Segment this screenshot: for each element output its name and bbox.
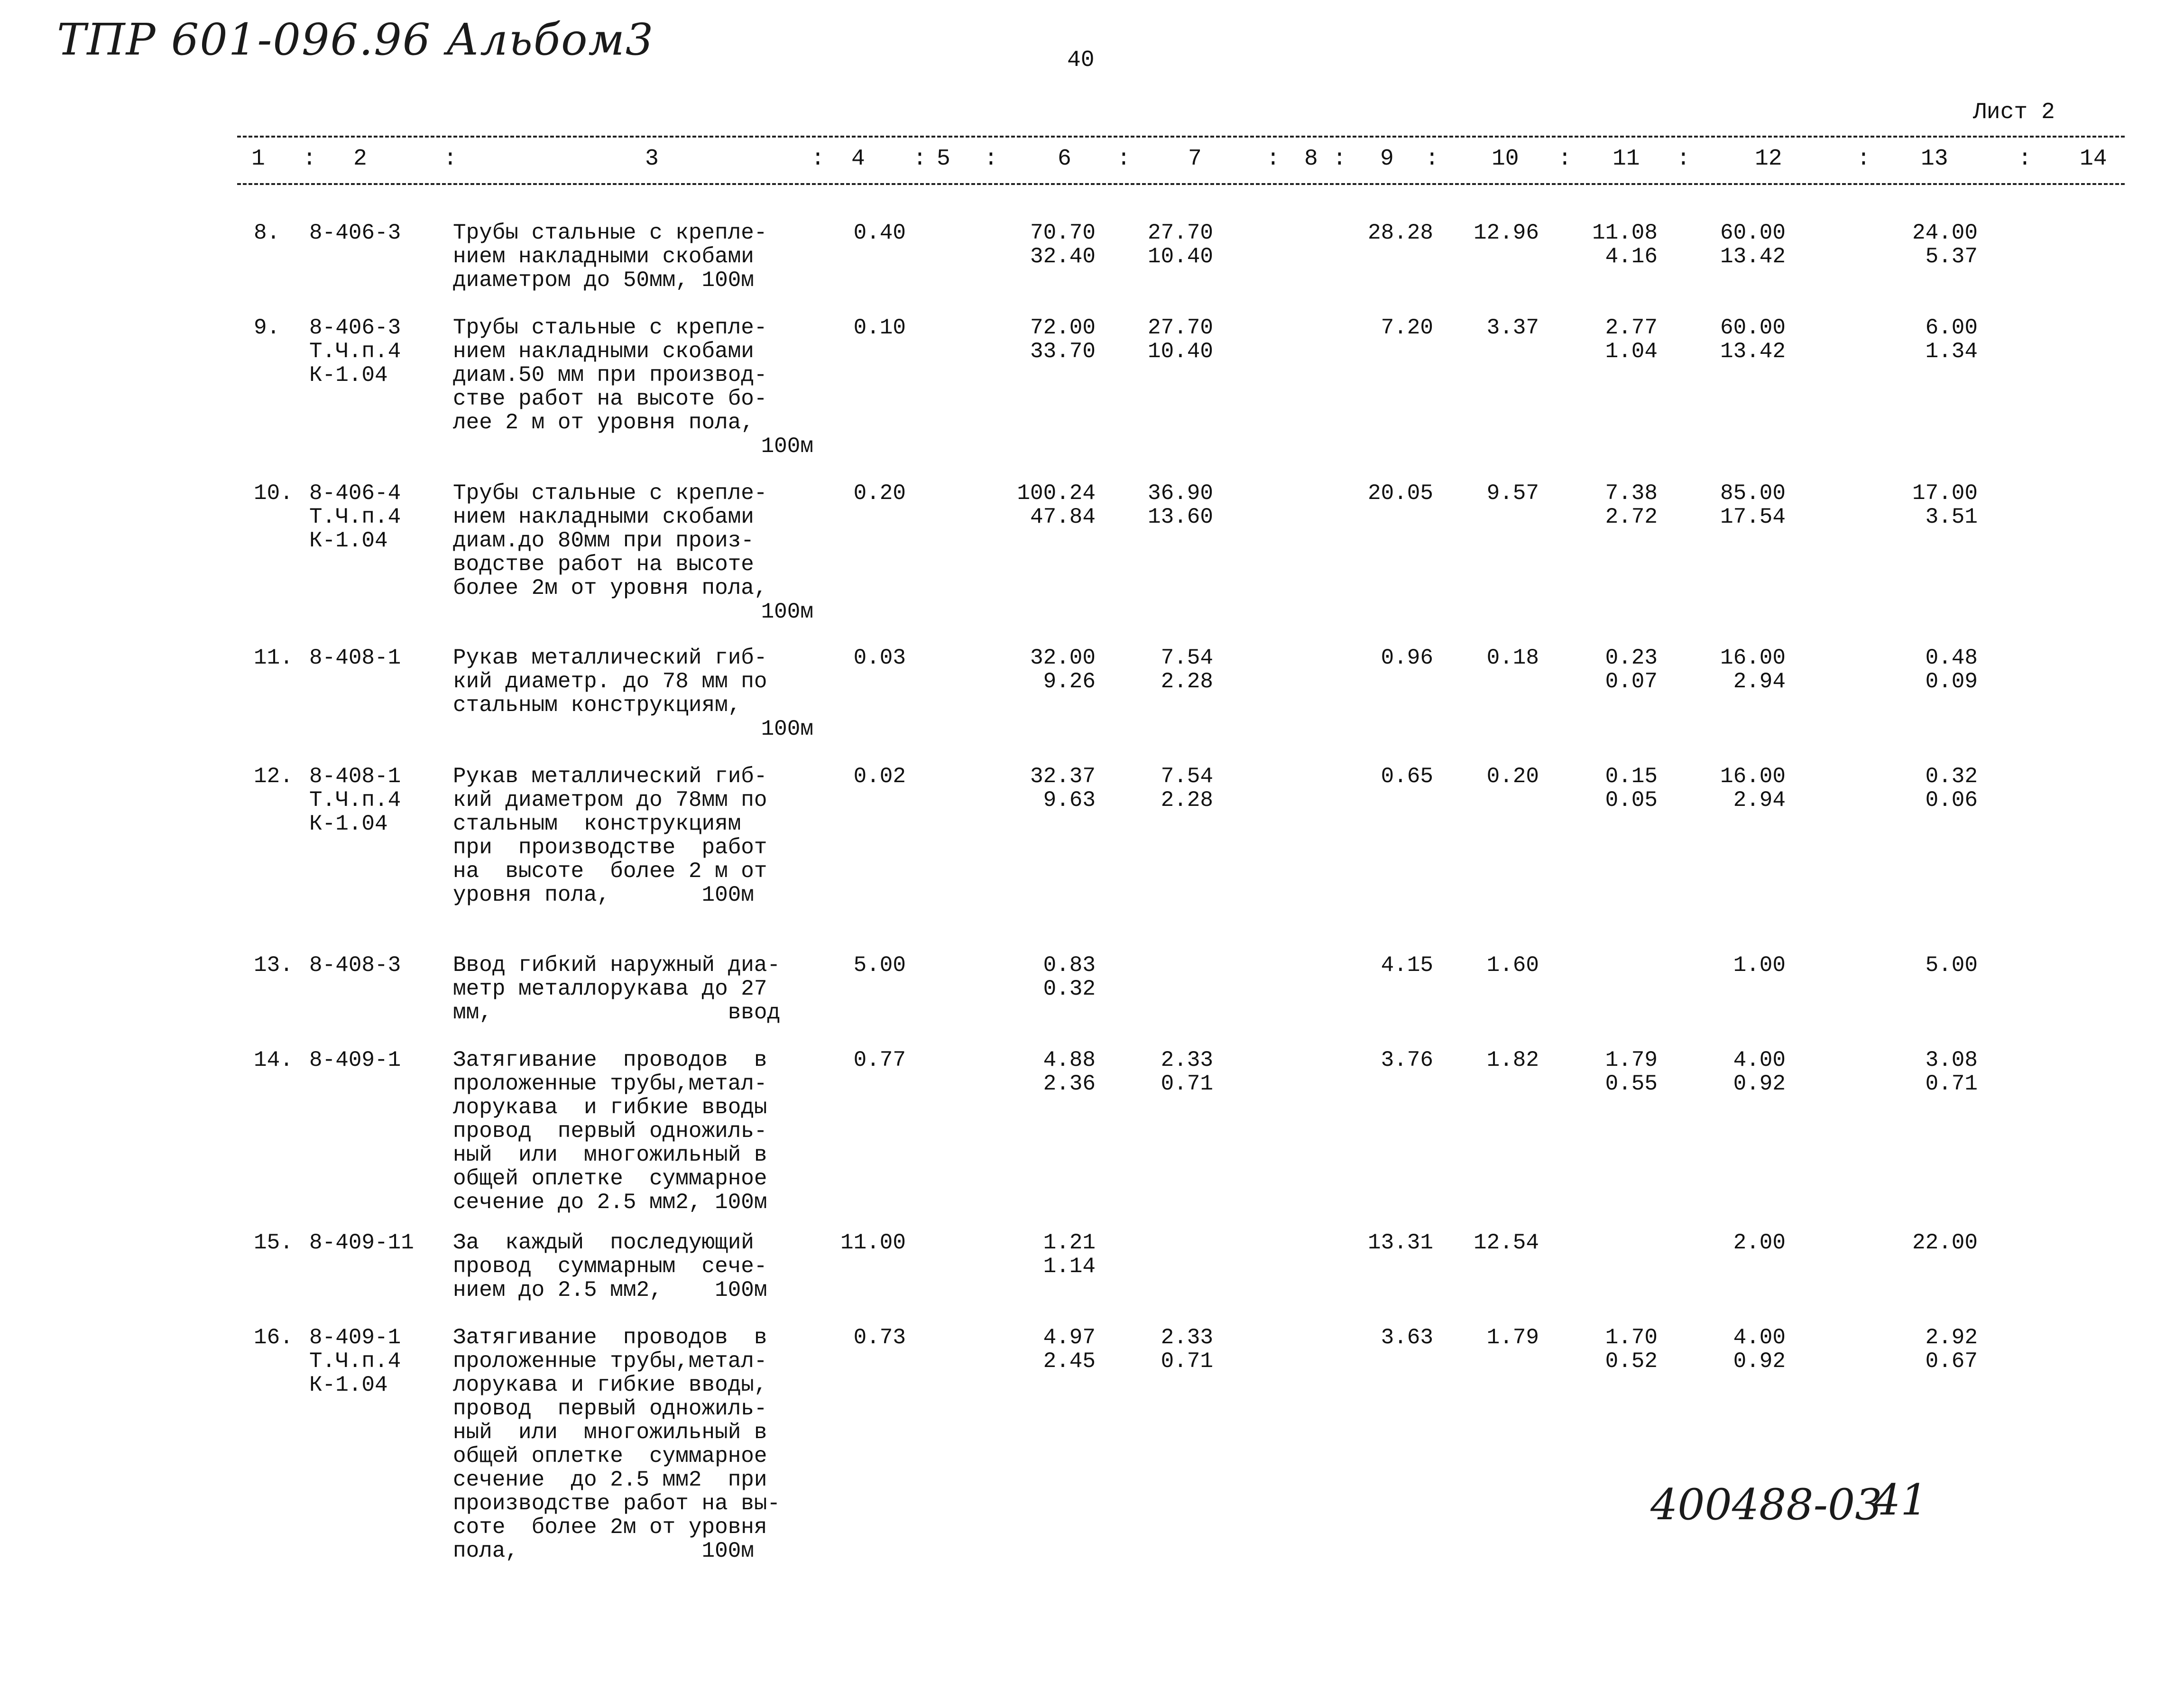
col12-value: 2.94 bbox=[1733, 669, 1786, 694]
row-number: 10. bbox=[254, 481, 293, 506]
column-separator: : bbox=[2018, 146, 2032, 172]
col11-value: 1.04 bbox=[1605, 339, 1658, 364]
col12-value: 60.00 bbox=[1720, 315, 1786, 340]
col12-value: 4.00 bbox=[1733, 1048, 1786, 1072]
col13-value: 24.00 bbox=[1912, 221, 1978, 245]
row-code: 8-408-3 bbox=[309, 953, 401, 978]
col6-value: 1.14 bbox=[1043, 1254, 1096, 1279]
col9-value: 3.76 bbox=[1381, 1048, 1433, 1072]
row-code: 8-408-1 bbox=[309, 764, 401, 789]
description-line: Рукав металлический гиб- bbox=[453, 646, 767, 670]
description-line: метр металлорукава до 27 bbox=[453, 977, 767, 1001]
description-line: нием накладными скобами bbox=[453, 244, 754, 269]
col9-value: 0.96 bbox=[1381, 646, 1433, 670]
description-line: провод первый одножиль- bbox=[453, 1119, 767, 1144]
description-line: диаметром до 50мм, 100м bbox=[453, 268, 754, 293]
col13-value: 0.67 bbox=[1925, 1349, 1978, 1374]
column-header-13: 13 bbox=[1921, 146, 1948, 172]
col10-value: 3.37 bbox=[1486, 315, 1539, 340]
description-line: Ввод гибкий наружный диа- bbox=[453, 953, 781, 978]
col11-value: 0.52 bbox=[1605, 1349, 1658, 1374]
col13-value: 1.34 bbox=[1925, 339, 1978, 364]
description-line: стальным конструкциям bbox=[453, 812, 741, 836]
col12-value: 13.42 bbox=[1720, 244, 1786, 269]
col12-value: 1.00 bbox=[1733, 953, 1786, 978]
description-line: За каждый последующий bbox=[453, 1230, 754, 1255]
col10-value: 0.20 bbox=[1486, 764, 1539, 789]
col7-value: 36.90 bbox=[1147, 481, 1213, 506]
column-separator: : bbox=[811, 146, 825, 172]
row-number: 15. bbox=[254, 1230, 293, 1255]
col12-value: 16.00 bbox=[1720, 646, 1786, 670]
col6-value: 2.36 bbox=[1043, 1071, 1096, 1096]
description-line: 100м bbox=[761, 717, 813, 741]
column-header-5: 5 bbox=[937, 146, 950, 172]
description-line: Трубы стальные с крепле- bbox=[453, 221, 767, 245]
col7-value: 27.70 bbox=[1147, 221, 1213, 245]
row-description bbox=[453, 481, 813, 624]
row-number: 9. bbox=[254, 315, 280, 340]
col11-value: 4.16 bbox=[1605, 244, 1658, 269]
column-separator: : bbox=[1677, 146, 1690, 172]
description-line: провод суммарным сече- bbox=[453, 1254, 767, 1279]
description-line: проложенные трубы,метал- bbox=[453, 1071, 767, 1096]
col13-value: 0.48 bbox=[1925, 646, 1978, 670]
col10-value: 0.18 bbox=[1486, 646, 1539, 670]
col7-value: 13.60 bbox=[1147, 505, 1213, 529]
col6-value: 33.70 bbox=[1030, 339, 1096, 364]
row-code: 8-409-1 bbox=[309, 1325, 401, 1350]
column-header-12: 12 bbox=[1755, 146, 1782, 172]
column-separator: : bbox=[1333, 146, 1346, 172]
col11-value: 0.55 bbox=[1605, 1071, 1658, 1096]
col4-value: 11.00 bbox=[840, 1230, 906, 1255]
handwritten-document-code: 400488-03 bbox=[1650, 1480, 1882, 1530]
column-header-1: 1 bbox=[251, 146, 265, 172]
description-line: более 2м от уровня пола, bbox=[453, 576, 767, 600]
col13-value: 5.37 bbox=[1925, 244, 1978, 269]
description-line: производстве работ на вы- bbox=[453, 1491, 781, 1516]
column-header-14: 14 bbox=[2080, 146, 2107, 172]
col11-value: 0.05 bbox=[1605, 788, 1658, 813]
description-line: сечение до 2.5 мм2, 100м bbox=[453, 1190, 767, 1215]
col12-value: 4.00 bbox=[1733, 1325, 1786, 1350]
description-line: 100м bbox=[761, 434, 813, 459]
sheet-label: Лист 2 bbox=[1973, 100, 2055, 125]
row-code: 8-408-1 bbox=[309, 646, 401, 670]
col4-value: 5.00 bbox=[853, 953, 906, 978]
description-line: нием до 2.5 мм2, 100м bbox=[453, 1278, 767, 1302]
col6-value: 9.26 bbox=[1043, 669, 1096, 694]
row-number: 11. bbox=[254, 646, 293, 670]
col13-value: 0.09 bbox=[1925, 669, 1978, 694]
col11-value: 1.70 bbox=[1605, 1325, 1658, 1350]
col7-value: 2.33 bbox=[1161, 1325, 1213, 1350]
description-line: пола, 100м bbox=[453, 1539, 754, 1563]
row-code: К-1.04 bbox=[309, 528, 388, 553]
page-number: 40 bbox=[1067, 47, 1095, 73]
col10-value: 12.96 bbox=[1473, 221, 1539, 245]
row-code: 8-409-11 bbox=[309, 1230, 414, 1255]
handwritten-title: ТПР 601-096.96 Альбом3 bbox=[57, 14, 654, 65]
description-line: Трубы стальные с крепле- bbox=[453, 481, 767, 506]
description-line: стве работ на высоте бо- bbox=[453, 387, 767, 411]
column-header-2: 2 bbox=[353, 146, 367, 172]
row-number: 12. bbox=[254, 764, 293, 789]
col4-value: 0.77 bbox=[853, 1048, 906, 1072]
col7-value: 0.71 bbox=[1161, 1349, 1213, 1374]
col12-value: 0.92 bbox=[1733, 1071, 1786, 1096]
description-line: диам.до 80мм при произ- bbox=[453, 528, 754, 553]
col13-value: 0.06 bbox=[1925, 788, 1978, 813]
description-line: проложенные трубы,метал- bbox=[453, 1349, 767, 1374]
col13-value: 3.08 bbox=[1925, 1048, 1978, 1072]
description-line: стальным конструкциям, bbox=[453, 693, 741, 718]
col6-value: 70.70 bbox=[1030, 221, 1096, 245]
column-separator: : bbox=[1266, 146, 1280, 172]
col4-value: 0.10 bbox=[853, 315, 906, 340]
description-line: 100м bbox=[761, 600, 813, 624]
row-number: 13. bbox=[254, 953, 293, 978]
description-line: общей оплетке суммарное bbox=[453, 1166, 767, 1191]
description-line: диам.50 мм при производ- bbox=[453, 363, 767, 388]
col7-value: 7.54 bbox=[1161, 764, 1213, 789]
row-code: К-1.04 bbox=[309, 812, 388, 836]
description-line: ный или многожильный в bbox=[453, 1420, 767, 1445]
col9-value: 0.65 bbox=[1381, 764, 1433, 789]
header-top-rule bbox=[237, 136, 2125, 138]
col6-value: 4.97 bbox=[1043, 1325, 1096, 1350]
description-line: Затягивание проводов в bbox=[453, 1048, 767, 1072]
col10-value: 1.79 bbox=[1486, 1325, 1539, 1350]
col11-value: 0.07 bbox=[1605, 669, 1658, 694]
col6-value: 47.84 bbox=[1030, 505, 1096, 529]
col13-value: 17.00 bbox=[1912, 481, 1978, 506]
col6-value: 9.63 bbox=[1043, 788, 1096, 813]
col13-value: 5.00 bbox=[1925, 953, 1978, 978]
col7-value: 0.71 bbox=[1161, 1071, 1213, 1096]
column-separator: : bbox=[303, 146, 316, 172]
description-line: лорукава и гибкие вводы, bbox=[453, 1373, 767, 1397]
description-line: Рукав металлический гиб- bbox=[453, 764, 767, 789]
column-header-6: 6 bbox=[1058, 146, 1071, 172]
col12-value: 85.00 bbox=[1720, 481, 1786, 506]
col4-value: 0.73 bbox=[853, 1325, 906, 1350]
description-line: нием накладными скобами bbox=[453, 505, 754, 529]
description-line: мм, ввод bbox=[453, 1000, 781, 1025]
row-description bbox=[453, 1231, 813, 1302]
row-code: К-1.04 bbox=[309, 1373, 388, 1397]
col9-value: 13.31 bbox=[1367, 1230, 1433, 1255]
column-separator: : bbox=[1857, 146, 1871, 172]
column-separator: : bbox=[1425, 146, 1439, 172]
col6-value: 0.83 bbox=[1043, 953, 1096, 978]
col9-value: 7.20 bbox=[1381, 315, 1433, 340]
col11-value: 11.08 bbox=[1592, 221, 1658, 245]
col11-value: 2.77 bbox=[1605, 315, 1658, 340]
col12-value: 60.00 bbox=[1720, 221, 1786, 245]
col13-value: 2.92 bbox=[1925, 1325, 1978, 1350]
column-separator: : bbox=[1558, 146, 1572, 172]
description-line: нием накладными скобами bbox=[453, 339, 754, 364]
col12-value: 2.00 bbox=[1733, 1230, 1786, 1255]
row-description bbox=[453, 316, 813, 458]
description-line: при производстве работ bbox=[453, 835, 767, 860]
row-number: 16. bbox=[254, 1325, 293, 1350]
row-description bbox=[453, 953, 813, 1025]
col9-value: 4.15 bbox=[1381, 953, 1433, 978]
description-line: провод первый одножиль- bbox=[453, 1396, 767, 1421]
row-description bbox=[453, 765, 813, 907]
row-description bbox=[453, 1048, 813, 1214]
row-description bbox=[453, 1326, 813, 1563]
col11-value: 0.23 bbox=[1605, 646, 1658, 670]
col11-value: 2.72 bbox=[1605, 505, 1658, 529]
row-code: 8-406-3 bbox=[309, 221, 401, 245]
col7-value: 7.54 bbox=[1161, 646, 1213, 670]
col4-value: 0.03 bbox=[853, 646, 906, 670]
description-line: лее 2 м от уровня пола, bbox=[453, 410, 754, 435]
description-line: лорукава и гибкие вводы bbox=[453, 1095, 767, 1120]
row-description bbox=[453, 221, 813, 292]
description-line: общей оплетке суммарное bbox=[453, 1444, 767, 1469]
col7-value: 2.28 bbox=[1161, 669, 1213, 694]
col6-value: 32.37 bbox=[1030, 764, 1096, 789]
col9-value: 28.28 bbox=[1367, 221, 1433, 245]
col13-value: 6.00 bbox=[1925, 315, 1978, 340]
description-line: Трубы стальные с крепле- bbox=[453, 315, 767, 340]
col10-value: 1.60 bbox=[1486, 953, 1539, 978]
col6-value: 0.32 bbox=[1043, 977, 1096, 1001]
col12-value: 17.54 bbox=[1720, 505, 1786, 529]
header-bottom-rule bbox=[237, 183, 2125, 185]
column-header-9: 9 bbox=[1380, 146, 1394, 172]
col6-value: 4.88 bbox=[1043, 1048, 1096, 1072]
col4-value: 0.02 bbox=[853, 764, 906, 789]
col6-value: 32.40 bbox=[1030, 244, 1096, 269]
col13-value: 0.71 bbox=[1925, 1071, 1978, 1096]
column-header-3: 3 bbox=[645, 146, 659, 172]
col12-value: 13.42 bbox=[1720, 339, 1786, 364]
description-line: сечение до 2.5 мм2 при bbox=[453, 1468, 767, 1492]
col7-value: 27.70 bbox=[1147, 315, 1213, 340]
col4-value: 0.40 bbox=[853, 221, 906, 245]
row-code: 8-406-4 bbox=[309, 481, 401, 506]
col12-value: 2.94 bbox=[1733, 788, 1786, 813]
col13-value: 22.00 bbox=[1912, 1230, 1978, 1255]
row-code: К-1.04 bbox=[309, 363, 388, 388]
col13-value: 3.51 bbox=[1925, 505, 1978, 529]
col6-value: 32.00 bbox=[1030, 646, 1096, 670]
col12-value: 16.00 bbox=[1720, 764, 1786, 789]
row-code: Т.Ч.п.4 bbox=[309, 339, 401, 364]
row-number: 8. bbox=[254, 221, 280, 245]
description-line: уровня пола, 100м bbox=[453, 883, 754, 907]
col6-value: 100.24 bbox=[1017, 481, 1096, 506]
column-separator: : bbox=[984, 146, 998, 172]
col6-value: 72.00 bbox=[1030, 315, 1096, 340]
description-line: водстве работ на высоте bbox=[453, 552, 754, 577]
col7-value: 2.33 bbox=[1161, 1048, 1213, 1072]
col7-value: 10.40 bbox=[1147, 339, 1213, 364]
handwritten-sheet-number: 41 bbox=[1873, 1475, 1928, 1525]
description-line: соте более 2м от уровня bbox=[453, 1515, 767, 1540]
row-number: 14. bbox=[254, 1048, 293, 1072]
row-code: Т.Ч.п.4 bbox=[309, 505, 401, 529]
column-header-7: 7 bbox=[1188, 146, 1202, 172]
col10-value: 1.82 bbox=[1486, 1048, 1539, 1072]
row-code: 8-406-3 bbox=[309, 315, 401, 340]
col6-value: 2.45 bbox=[1043, 1349, 1096, 1374]
col4-value: 0.20 bbox=[853, 481, 906, 506]
column-header-11: 11 bbox=[1613, 146, 1640, 172]
col7-value: 10.40 bbox=[1147, 244, 1213, 269]
col6-value: 1.21 bbox=[1043, 1230, 1096, 1255]
col10-value: 12.54 bbox=[1473, 1230, 1539, 1255]
col11-value: 0.15 bbox=[1605, 764, 1658, 789]
row-code: Т.Ч.п.4 bbox=[309, 788, 401, 813]
col9-value: 20.05 bbox=[1367, 481, 1433, 506]
col12-value: 0.92 bbox=[1733, 1349, 1786, 1374]
description-line: кий диаметр. до 78 мм по bbox=[453, 669, 767, 694]
description-line: ный или многожильный в bbox=[453, 1143, 767, 1167]
column-separator: : bbox=[443, 146, 457, 172]
column-header-4: 4 bbox=[851, 146, 865, 172]
column-header-10: 10 bbox=[1492, 146, 1519, 172]
column-header-8: 8 bbox=[1304, 146, 1318, 172]
col11-value: 1.79 bbox=[1605, 1048, 1658, 1072]
row-description bbox=[453, 646, 813, 741]
col10-value: 9.57 bbox=[1486, 481, 1539, 506]
col9-value: 3.63 bbox=[1381, 1325, 1433, 1350]
description-line: Затягивание проводов в bbox=[453, 1325, 767, 1350]
col7-value: 2.28 bbox=[1161, 788, 1213, 813]
col11-value: 7.38 bbox=[1605, 481, 1658, 506]
row-code: 8-409-1 bbox=[309, 1048, 401, 1072]
column-separator: : bbox=[1117, 146, 1131, 172]
description-line: кий диаметром до 78мм по bbox=[453, 788, 767, 813]
description-line: на высоте более 2 м от bbox=[453, 859, 767, 884]
row-code: Т.Ч.п.4 bbox=[309, 1349, 401, 1374]
column-separator: : bbox=[913, 146, 927, 172]
col13-value: 0.32 bbox=[1925, 764, 1978, 789]
